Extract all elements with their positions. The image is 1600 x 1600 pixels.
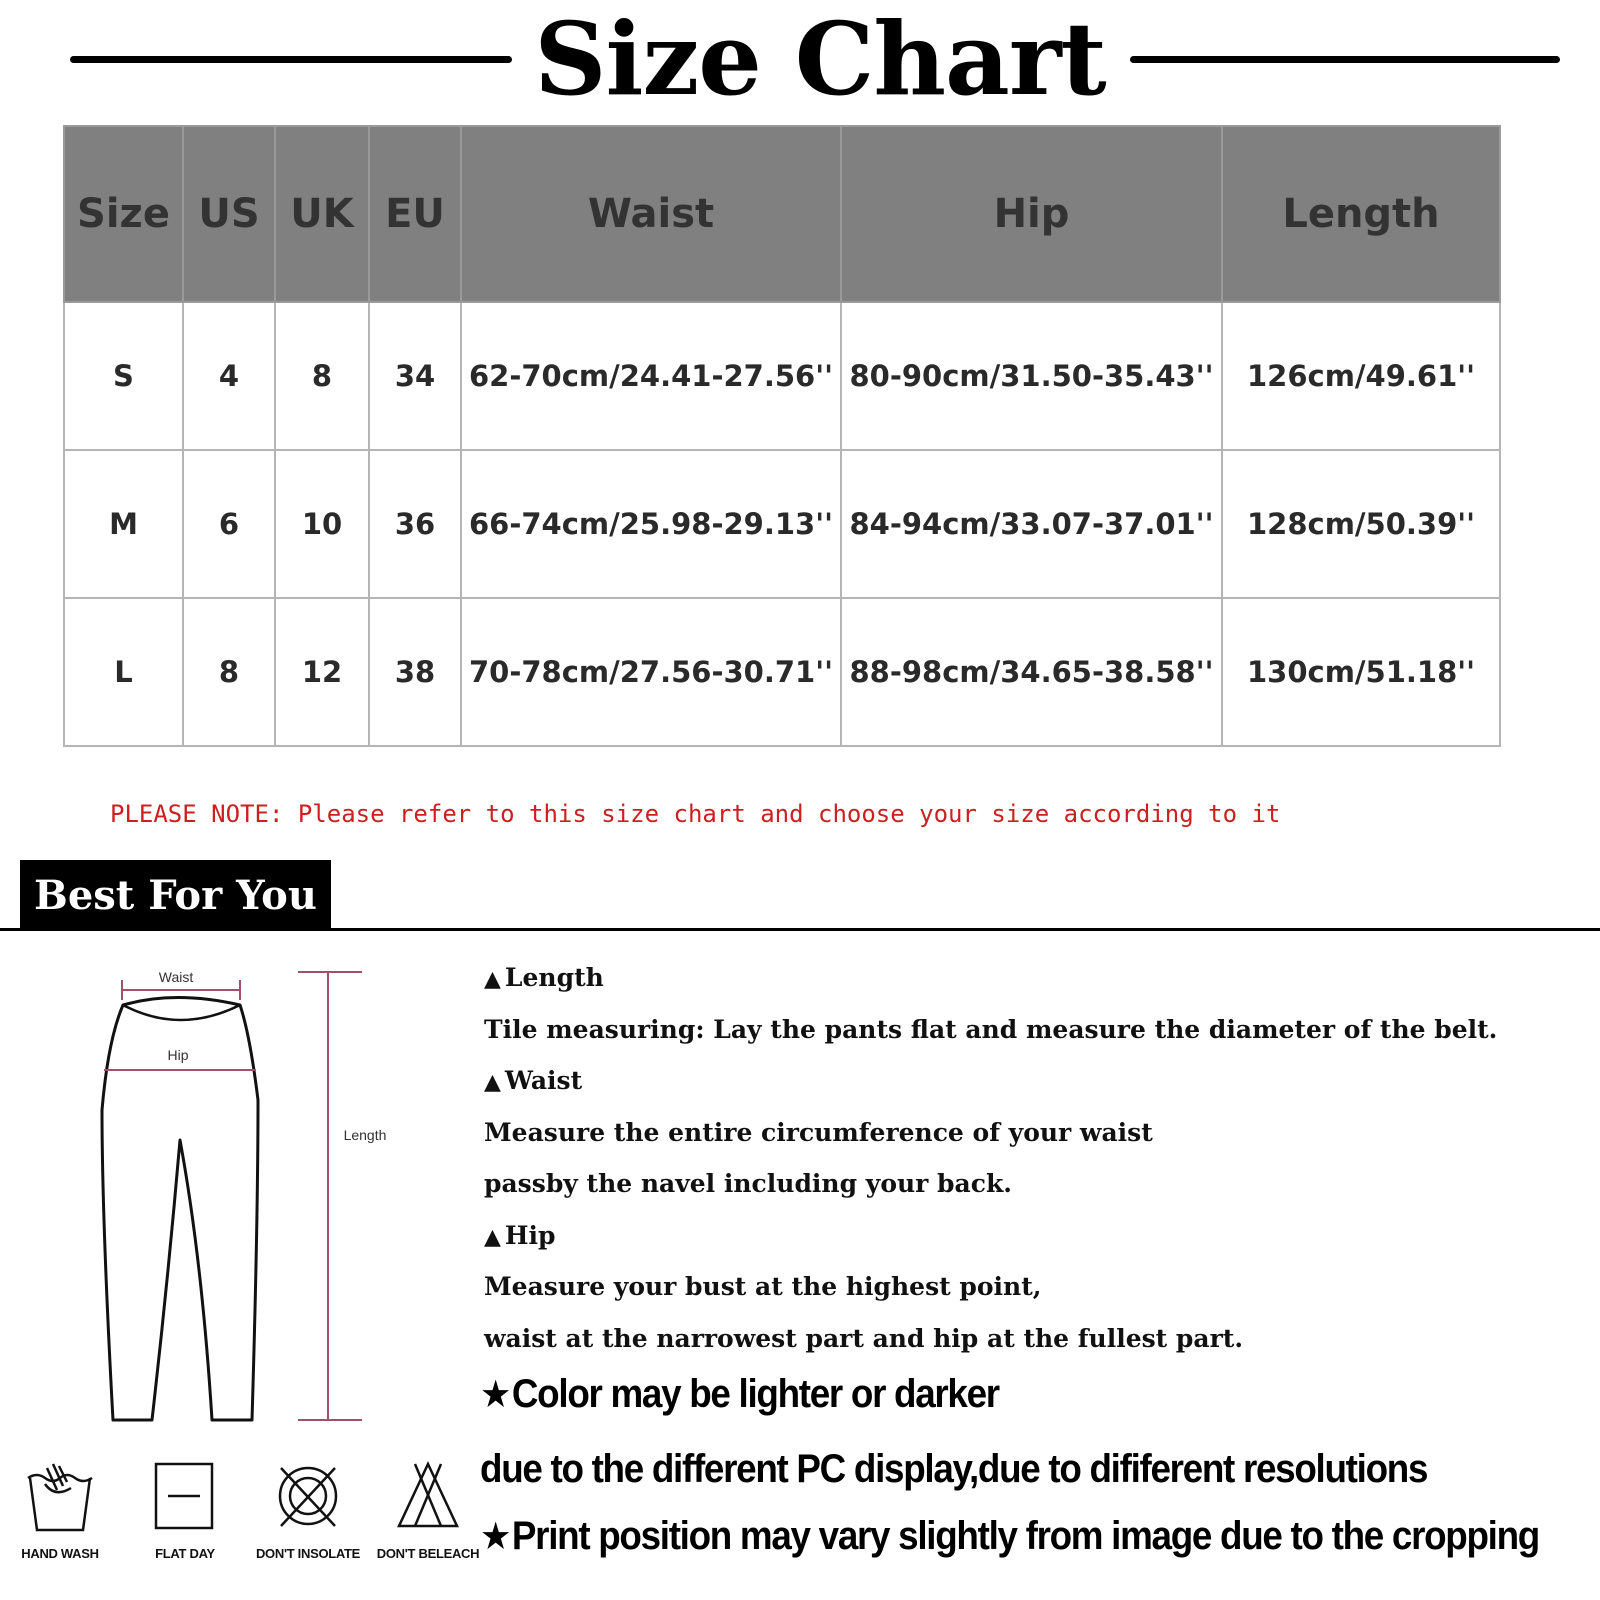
cell-size: L [64, 598, 183, 746]
please-note-text: PLEASE NOTE: Please refer to this size chart and choose your size according to it [110, 800, 1281, 828]
triangle-icon: ▲ [484, 1224, 501, 1250]
care-label: FLAT DAY [155, 1546, 215, 1561]
cell-length: 126cm/49.61'' [1222, 302, 1500, 450]
print-disclaimer-line [480, 1514, 1540, 1559]
care-label: DON'T INSOLATE [255, 1546, 361, 1561]
care-item-hand-wash [5, 1460, 115, 1561]
title-rule-left [70, 56, 512, 63]
best-for-you-tab: Best For You [20, 860, 331, 931]
cell-length: 128cm/50.39'' [1222, 450, 1500, 598]
header-waist: Waist [461, 126, 841, 302]
cell-size: S [64, 302, 183, 450]
page-title: Size Chart [534, 0, 1106, 118]
hip-text-2: waist at the narrowest part and hip at the fullest part. [484, 1323, 1244, 1353]
title-rule-right [1130, 56, 1560, 63]
hip-heading-line [484, 1210, 1584, 1262]
size-table [63, 125, 1501, 747]
header-eu: EU [369, 126, 461, 302]
cell-waist: 62-70cm/24.41-27.56'' [461, 302, 841, 450]
care-item-dont-insolate [253, 1460, 363, 1561]
cell-waist: 70-78cm/27.56-30.71'' [461, 598, 841, 746]
hip-text-1: Measure your bust at the highest point, [484, 1272, 1042, 1301]
waist-label: Waist [158, 969, 194, 985]
color-disclaimer-text-2: due to the different PC display,due to dififerent resolutions [480, 1447, 1428, 1491]
cell-eu: 34 [369, 302, 461, 450]
table-row [64, 450, 1500, 598]
star-icon: ★ [480, 1372, 511, 1416]
waist-text-2: passby the navel including your back. [484, 1169, 1012, 1198]
cell-length: 130cm/51.18'' [1222, 598, 1500, 746]
header-size: Size [64, 126, 183, 302]
title-bar [0, 0, 1600, 120]
header-length: Length [1222, 126, 1500, 302]
section-divider [0, 928, 1600, 931]
cell-uk: 8 [275, 302, 369, 450]
header-uk: UK [275, 126, 369, 302]
waist-heading-line [484, 1055, 1584, 1107]
cell-uk: 10 [275, 450, 369, 598]
cell-size: M [64, 450, 183, 598]
measurement-instructions [484, 952, 1584, 1364]
cell-hip: 88-98cm/34.65-38.58'' [841, 598, 1222, 746]
triangle-icon: ▲ [484, 967, 501, 992]
length-heading-line [484, 952, 1584, 1004]
cell-hip: 84-94cm/33.07-37.01'' [841, 450, 1222, 598]
length-text: Tile measuring: Lay the pants flat and measure the diameter of the belt. [484, 1014, 1498, 1044]
length-label: Length [343, 1127, 387, 1143]
flat-dry-icon [150, 1460, 220, 1532]
care-label: DON'T BELEACH [376, 1546, 480, 1561]
care-item-dont-bleach [373, 1460, 483, 1561]
care-label: HAND WASH [21, 1546, 99, 1561]
waist-heading: Waist [504, 1066, 583, 1095]
cell-eu: 38 [369, 598, 461, 746]
cell-us: 8 [183, 598, 275, 746]
header-hip: Hip [841, 126, 1222, 302]
hand-wash-icon [25, 1460, 95, 1532]
hip-heading: Hip [504, 1220, 556, 1250]
dont-insolate-icon [273, 1460, 343, 1532]
color-disclaimer-line-1 [480, 1372, 1510, 1417]
cell-us: 6 [183, 450, 275, 598]
length-heading: Length [504, 963, 604, 992]
measure-lines [104, 972, 362, 1420]
star-icon: ★ [480, 1514, 511, 1558]
cell-us: 4 [183, 302, 275, 450]
dont-bleach-icon [393, 1460, 463, 1532]
cell-waist: 66-74cm/25.98-29.13'' [461, 450, 841, 598]
table-row [64, 598, 1500, 746]
cell-eu: 36 [369, 450, 461, 598]
care-item-flat-dry [130, 1460, 240, 1561]
hip-label: Hip [167, 1047, 189, 1063]
color-disclaimer-text-1: Color may be lighter or darker [511, 1372, 999, 1416]
pants-diagram [80, 960, 420, 1430]
triangle-icon: ▲ [484, 1070, 501, 1095]
cell-uk: 12 [275, 598, 369, 746]
print-disclaimer-text: Print position may vary slightly from image due to the cropping [511, 1514, 1540, 1558]
cell-hip: 80-90cm/31.50-35.43'' [841, 302, 1222, 450]
header-us: US [183, 126, 275, 302]
table-row [64, 302, 1500, 450]
table-header-row [64, 126, 1500, 302]
waist-text-1: Measure the entire circumference of your waist [484, 1117, 1153, 1147]
